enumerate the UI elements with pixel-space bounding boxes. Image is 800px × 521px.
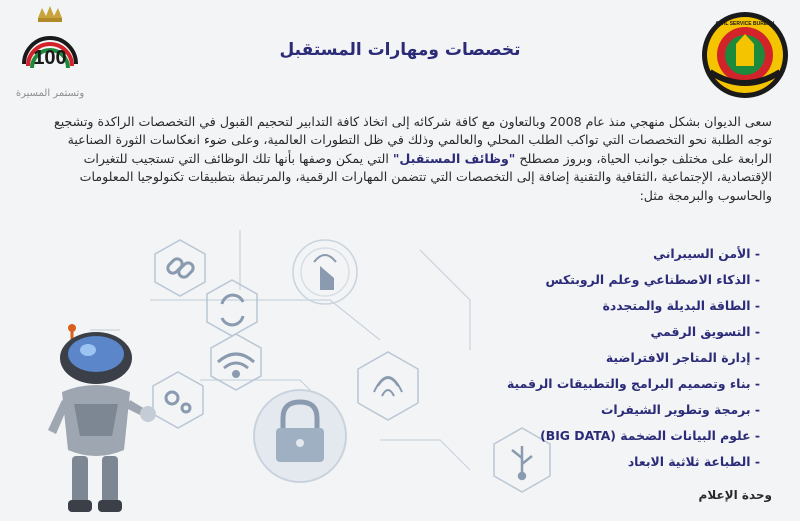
sync-hex [207, 280, 257, 336]
media-unit-signature: وحدة الإعلام [698, 488, 772, 502]
intro-text-2: التي يمكن وصفها بأنها تلك الوظائف التي تستجيب للتغيرات الإقتصادية، الإجتماعية ،الثقافية والتقنية إضافة إلى التخصصات التي تتضمن المهارات الرقمية، والمرتبطة بتطبيقات تكنولوجيا المعلومات والحاسوب والبرمجة مثل: [79, 150, 772, 203]
touch-icon [293, 240, 357, 304]
list-item: - علوم البيانات الضخمة (BIG DATA) [540, 428, 760, 443]
list-item: - بناء وتصميم البرامج والتطبيقات الرقمية [506, 376, 760, 391]
list-item: - الأمن السيبراني [653, 246, 760, 261]
future-jobs-highlight: "وظائف المستقبل" [392, 150, 516, 166]
fingerprint-icon [374, 377, 402, 396]
fingerprint-hex [358, 352, 418, 420]
svg-text:CIVIL SERVICE BUREAU: CIVIL SERVICE BUREAU [715, 21, 775, 27]
specializations-list [507, 241, 760, 475]
intro-text-1: سعى الديوان بشكل منهجي منذ عام 2008 وبالتعاون مع كافة شركائه إلى اتخاذ كافة التدابير لتحجيم القبول في التخصصات الراكدة وتشجيع توجه الطلبة نحو التخصصات التي تواكب الطلب المحلي والعالمي وذلك في ظل التطورات العالمية، وعلى ضوء انعكاسات الثورة الصناعية الرابعة على مختلف جوانب الحياة، وبروز مصطلح [54, 114, 772, 166]
list-item: - التسويق الرقمي [650, 324, 760, 339]
gear-icon [166, 392, 190, 412]
logo-slogan: وتستمر المسيرة [15, 88, 85, 99]
intro-paragraph [30, 113, 772, 205]
list-item: - الذكاء الاصطناعي وعلم الروبتكس [545, 272, 760, 287]
list-item: - إدارة المتاجر الافتراضية [605, 350, 760, 365]
list-item: - الطباعة ثلاثية الابعاد [627, 454, 760, 469]
wifi-icon [218, 354, 254, 377]
svg-text:100: 100 [33, 47, 67, 69]
list-item: - الطاقة البديلة والمتجددة [602, 298, 760, 313]
link-icon [166, 257, 195, 279]
robot-illustration [48, 324, 156, 512]
lock-icon [254, 390, 346, 482]
page-title: تخصصات ومهارات المستقبل [279, 40, 521, 60]
list-item: - برمجة وتطوير الشيفرات [600, 402, 760, 417]
